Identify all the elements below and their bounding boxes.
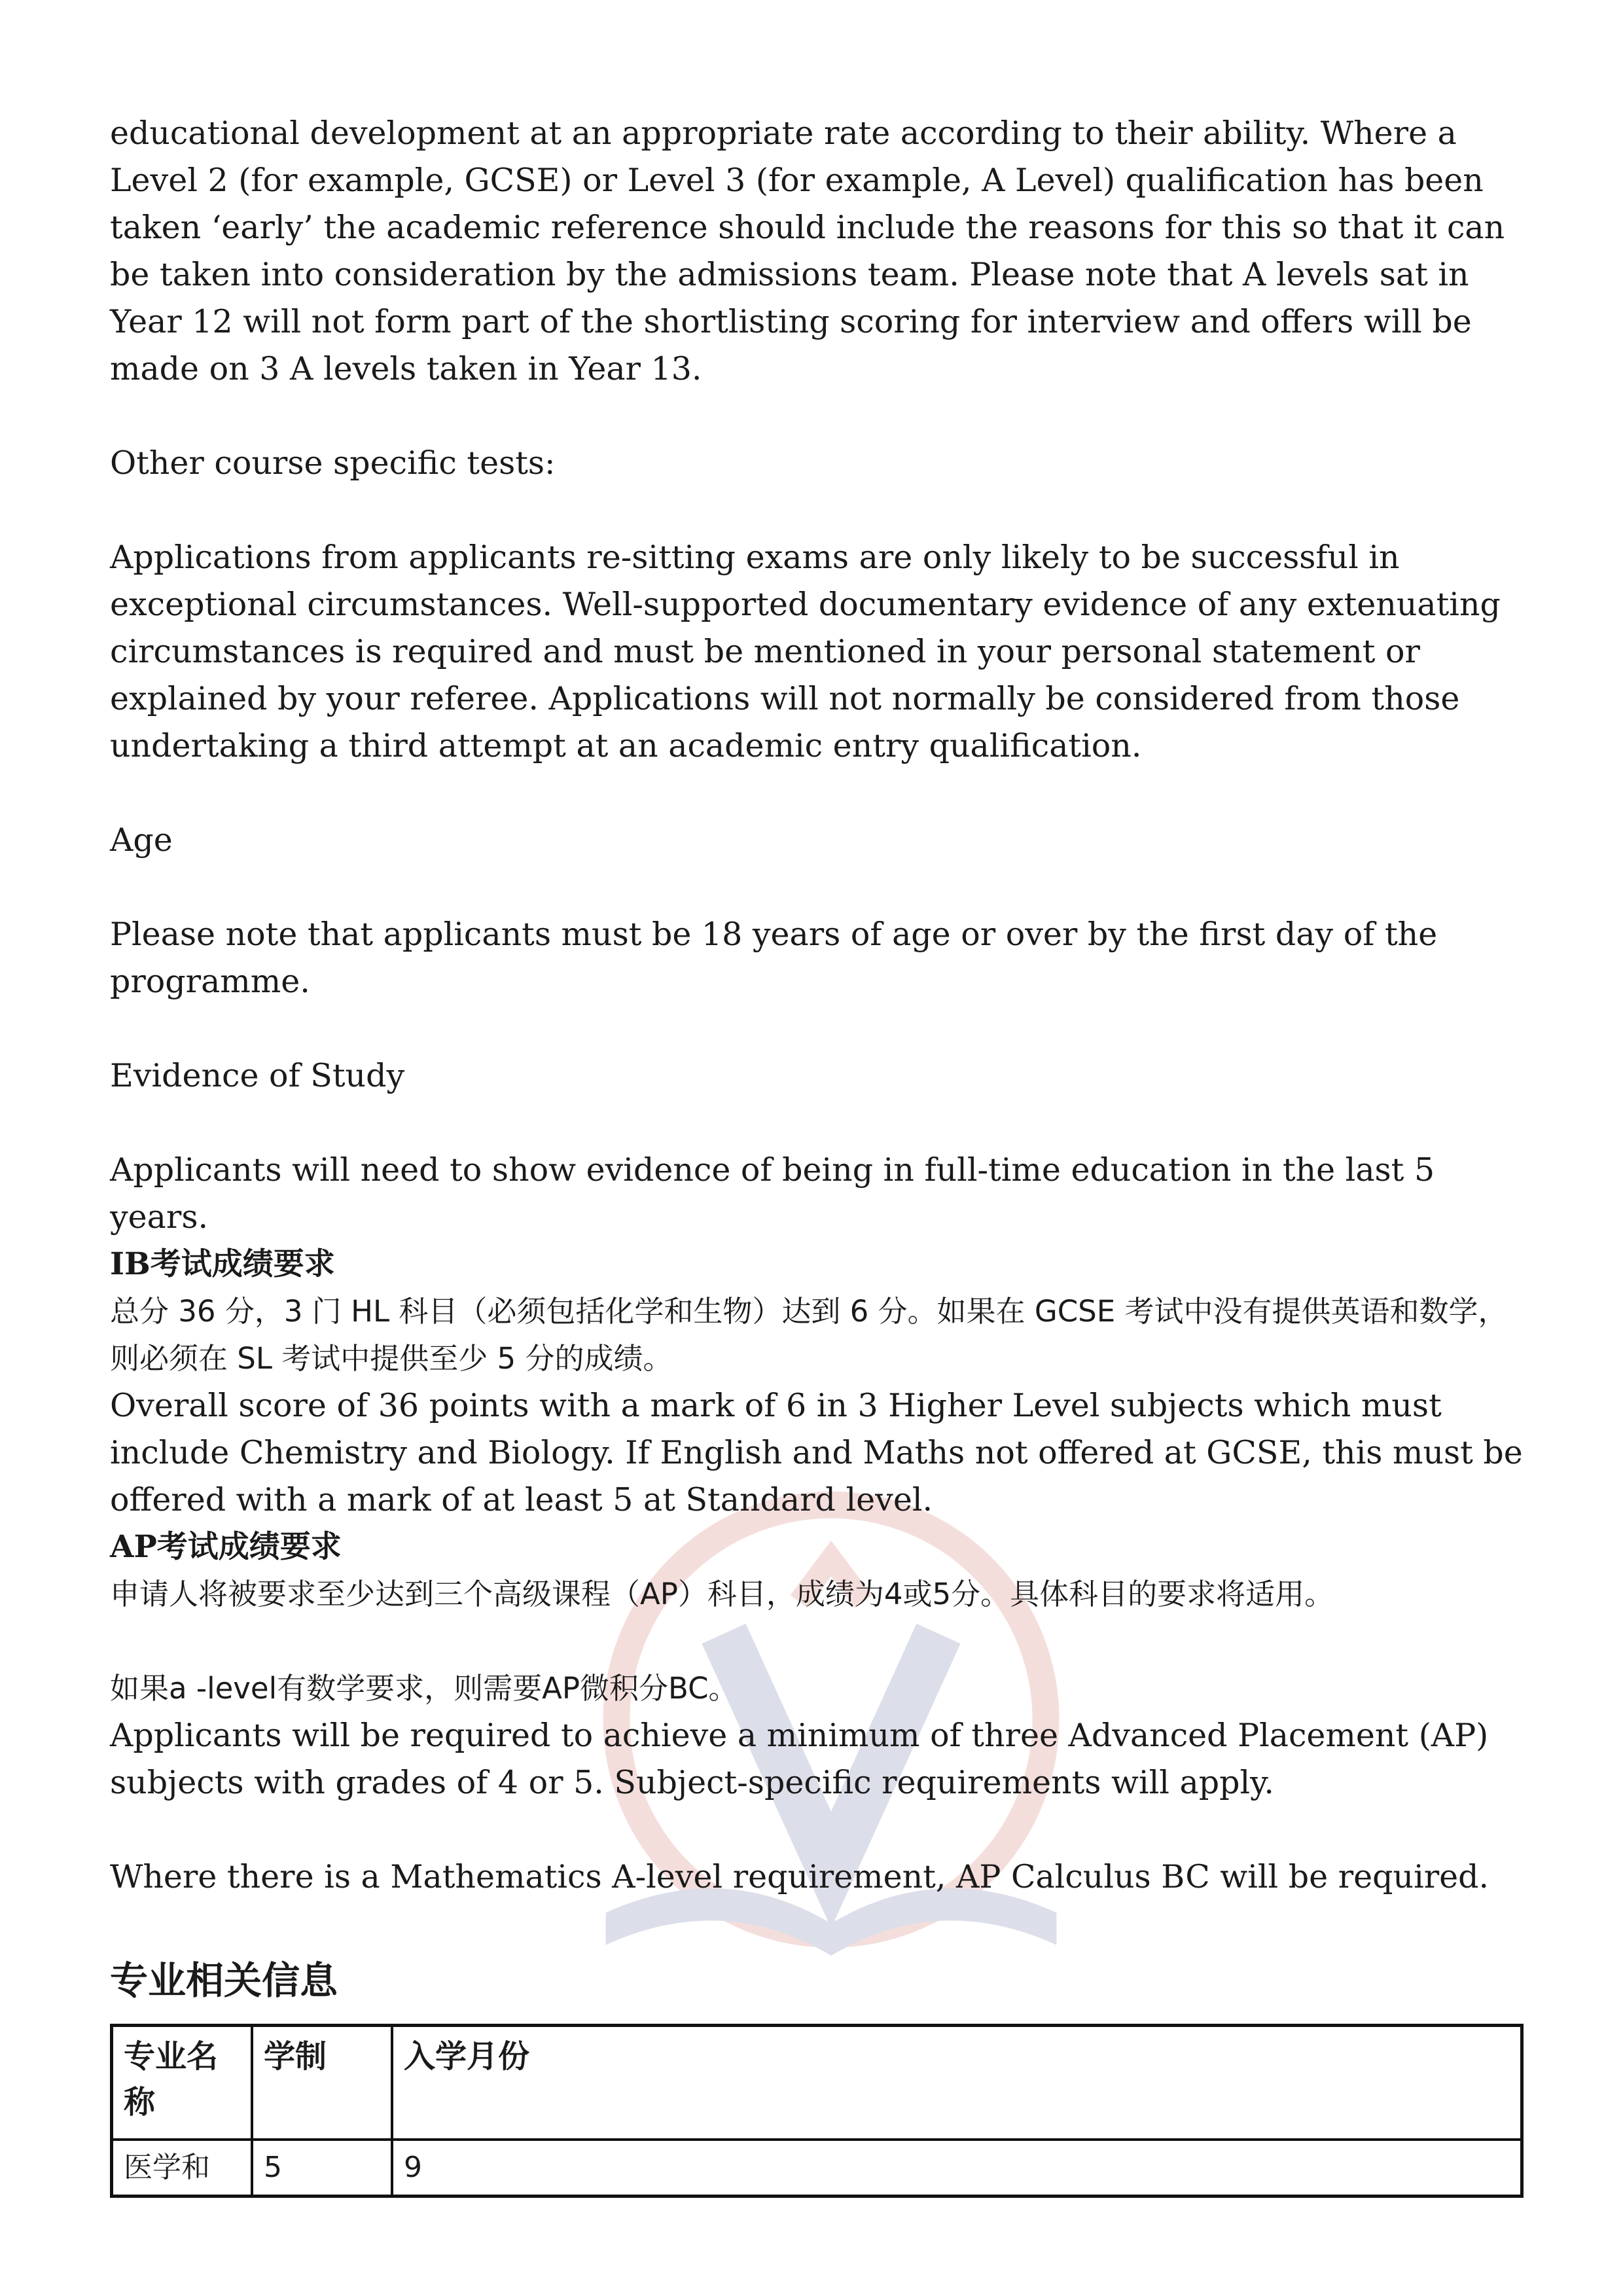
document-body xyxy=(110,110,1530,2198)
ap-requirement-zh: 申请人将被要求至少达到三个高级课程（AP）科目，成绩为4或5分。具体科目的要求将适用。 xyxy=(110,1577,1334,1611)
header-intake-month: 入学月份 xyxy=(392,2026,1522,2140)
ap-heading: AP考试成绩要求 xyxy=(110,1529,342,1565)
header-major-name: 专业名称 xyxy=(112,2026,253,2140)
cell-duration: 5 xyxy=(252,2140,392,2197)
cell-major-name: 医学和 xyxy=(112,2140,253,2197)
cell-intake-month: 9 xyxy=(392,2140,1522,2197)
header-duration: 学制 xyxy=(252,2026,392,2140)
majors-section-title: 专业相关信息 xyxy=(110,1958,338,2003)
admissions-paragraph: educational development at an appropriate rate according to their ability. Where a Level 2 (for example, GCSE) or Level 3 (for example, A Level) qualification has been taken ‘early’ the academic reference should include the reasons for this so that it can be taken into consideration by the admissions team. Please note that A levels sat in Year 12 will not form part of the shortlisting scoring for interview and offers will be made on 3 A levels taken in Year 13. xyxy=(110,115,1505,387)
evidence-label: Evidence of Study xyxy=(110,1057,405,1094)
age-label: Age xyxy=(110,821,173,859)
majors-table xyxy=(110,2024,1524,2198)
ap-requirement-en: Applicants will be required to achieve a minimum of three Advanced Placement (AP) subjects with grades of 4 or 5. Subject-specific requirements will apply. xyxy=(110,1717,1489,1801)
resit-paragraph: Applications from applicants re-sitting exams are only likely to be successful in exceptional circumstances. Well-supported documentary evidence of any extenuating circumstances is required and must be mentioned in your personal statement or explained by your referee. Applications will not normally be considered from those undertaking a third attempt at an academic entry qualification. xyxy=(110,539,1501,764)
evidence-paragraph: Applicants will need to show evidence of being in full-time education in the last 5 years. xyxy=(110,1151,1435,1236)
age-paragraph: Please note that applicants must be 18 years of age or over by the first day of the programme. xyxy=(110,916,1438,1000)
ib-requirement-en: Overall score of 36 points with a mark of 6 in 3 Higher Level subjects which must include Chemistry and Biology. If English and Maths not offered at GCSE, this must be offered with a mark of at least 5 at Standard level. xyxy=(110,1387,1523,1518)
tests-label: Other course specific tests: xyxy=(110,444,556,482)
table-header-row xyxy=(112,2026,1522,2140)
ib-requirement-zh: 总分 36 分，3 门 HL 科目（必须包括化学和生物）达到 6 分。如果在 GCSE 考试中没有提供英语和数学，则必须在 SL 考试中提供至少 5 分的成绩。 xyxy=(110,1294,1508,1376)
ap-math-requirement-en: Where there is a Mathematics A-level requirement, AP Calculus BC will be required. xyxy=(110,1858,1489,1895)
ap-math-requirement-zh: 如果a -level有数学要求，则需要AP微积分BC。 xyxy=(110,1671,738,1706)
table-row xyxy=(112,2140,1522,2197)
ib-heading: IB考试成绩要求 xyxy=(110,1246,335,1282)
